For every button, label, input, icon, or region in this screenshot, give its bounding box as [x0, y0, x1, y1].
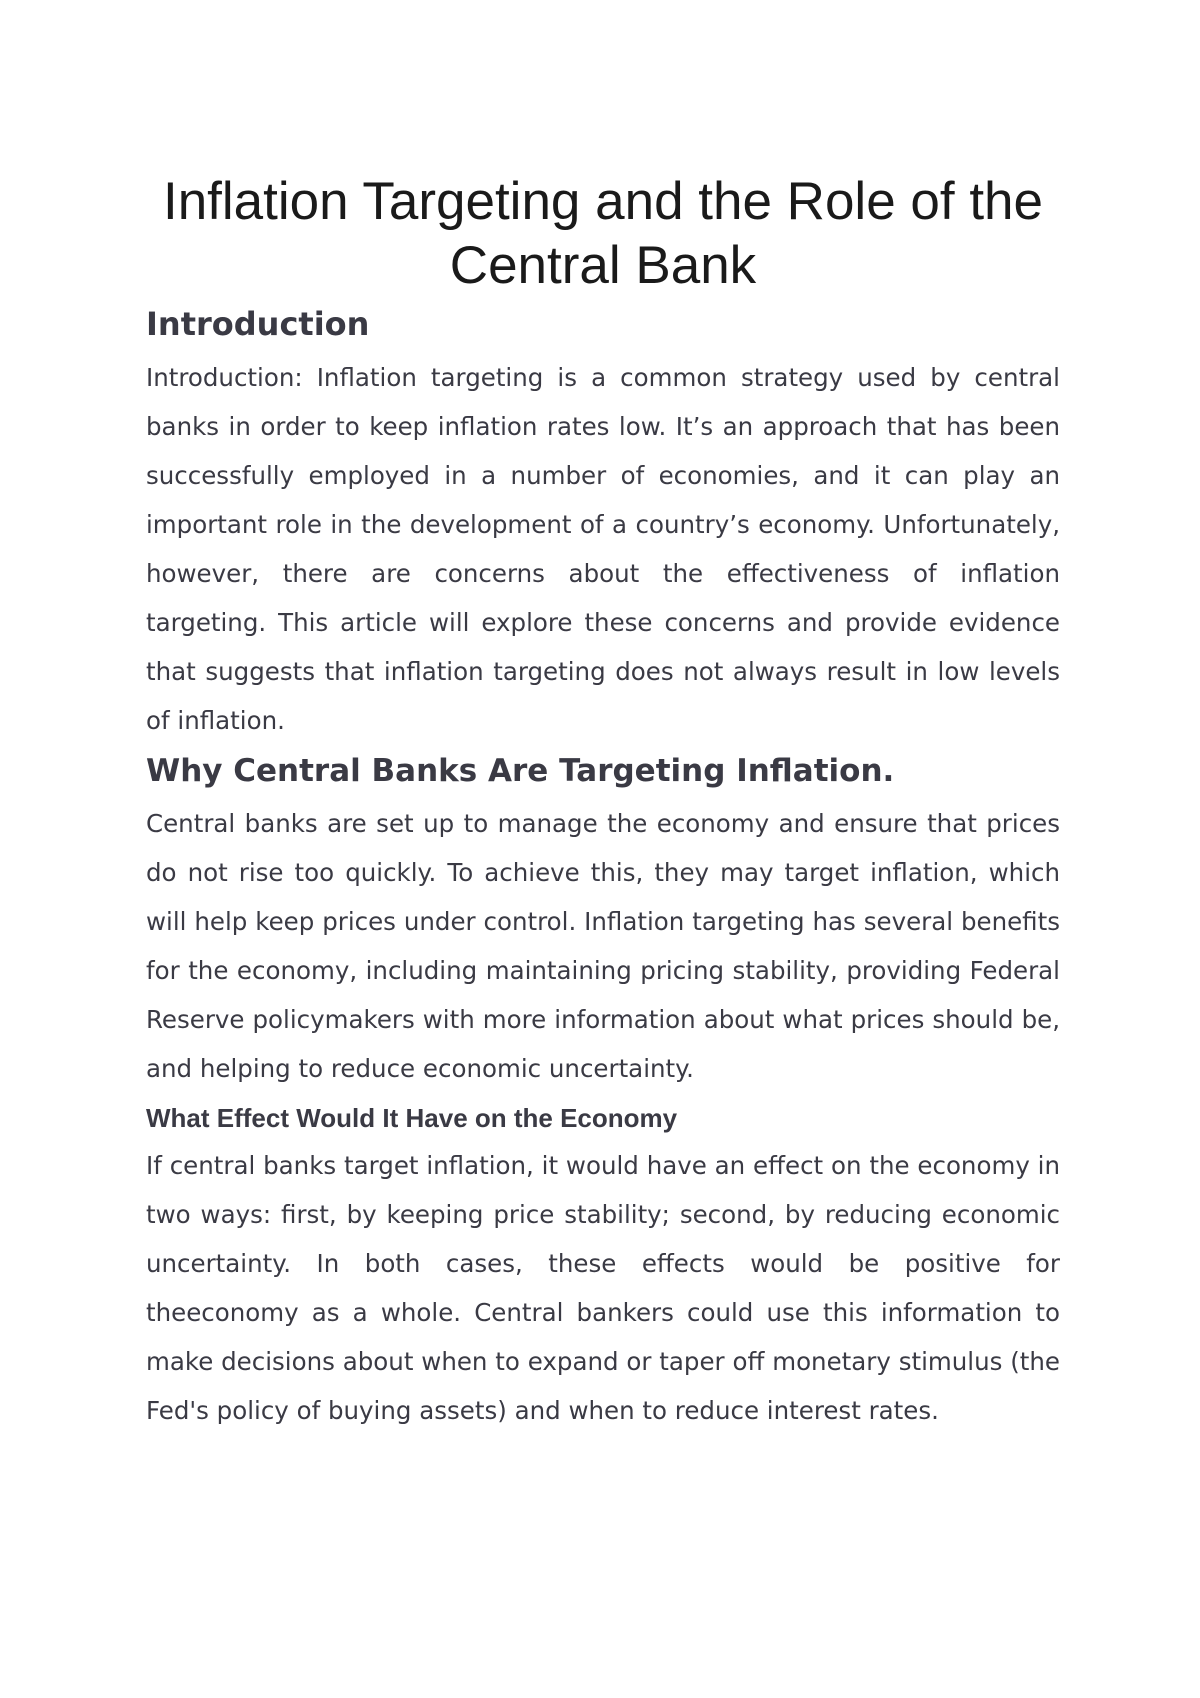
section-heading-economic-effect: What Effect Would It Have on the Economy	[146, 1103, 678, 1133]
section-body-economic-effect: If central banks target inflation, it would have an effect on the economy in two ways: first, by keeping price stability; second, by reducing economic uncertainty. In both cases, these effects would be positive for theeconomy as a whole. Central bankers could use this information to make decisions about when to expand or taper off monetary stimulus (the Fed's policy of buying assets) and when to reduce interest rates.	[146, 1151, 1060, 1425]
section-heading-why-central-banks: Why Central Banks Are Targeting Inflation.	[146, 753, 895, 789]
section-heading-introduction: Introduction	[146, 305, 370, 343]
document-page	[146, 170, 1060, 1435]
section-body-introduction: Introduction: Inflation targeting is a common strategy used by central banks in order to keep inflation rates low. It’s an approach that has been successfully employed in a number of economies, and it can play an important role in the development of a country’s economy. Unfortunately, however, there are concerns about the effectiveness of inflation targeting. This article will explore these concerns and provide evidence that suggests that inflation targeting does not always result in low levels of inflation.	[146, 363, 1060, 735]
section-body-why-central-banks: Central banks are set up to manage the economy and ensure that prices do not rise too quickly. To achieve this, they may target inflation, which will help keep prices under control. Inflation targeting has several benefits for the economy, including maintaining pricing stability, providing Federal Reserve policymakers with more information about what prices should be, and helping to reduce economic uncertainty.	[146, 809, 1060, 1083]
document-title: Inflation Targeting and the Role of the Central Bank	[162, 172, 1044, 295]
